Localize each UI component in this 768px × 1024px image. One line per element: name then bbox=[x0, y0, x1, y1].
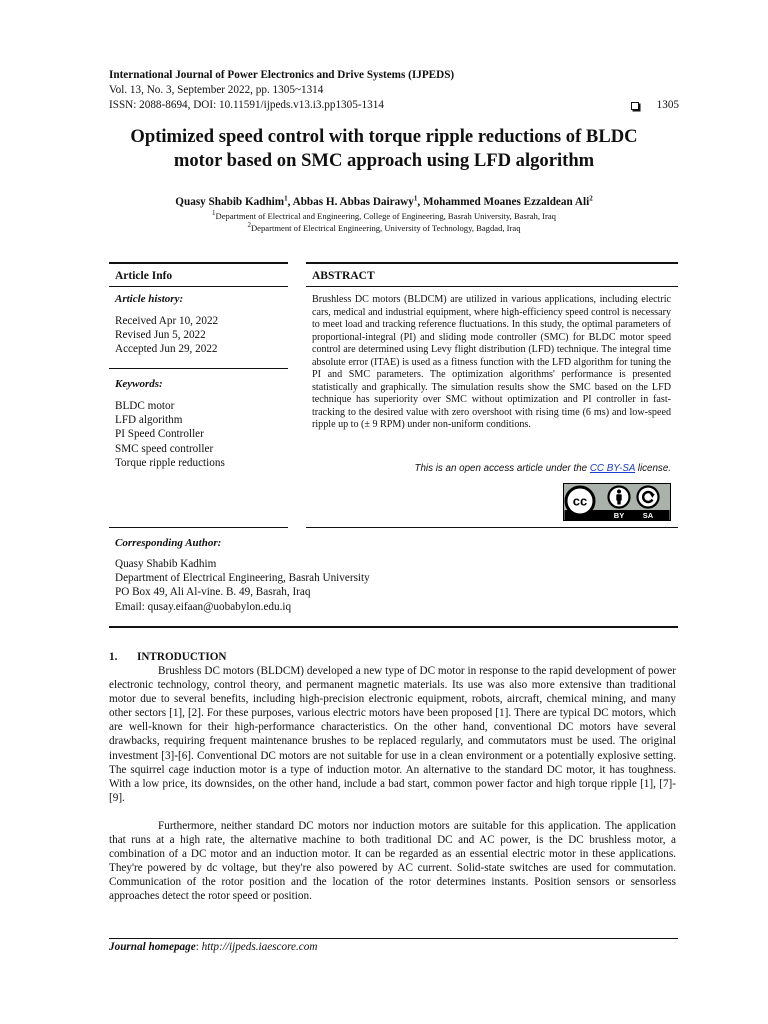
intro-paragraph-1: Brushless DC motors (BLDCM) developed a new type of DC motor in response to the rapid development of power electronic technology, control theory, and permanent magnetic materials. Its use was also more extensive than traditional motor due to several benefits, including high-precision electronic equipment, robots, aircraft, chemical mining, and many other sectors [1], [2]. For these purposes, various electric motors have been proposed [1]. There are typical DC motors, which are well-known for their high-performance characteristics. On the other hand, conventional DC motors have several drawbacks, requiring frequent maintenance brushes to be replaced regularly, and commutators must be used. The original investment [3]-[6]. Conventional DC motors are not suitable for use in a clean environment or a potentially explosive setting. The squirrel cage induction motor is a type of induction motor. An alternative to the standard DC motor, it has toughness. With a low price, its downsides, on the other hand, include a bad start, common power factor and high torque ripple [1], [7]-[9]. bbox=[109, 665, 676, 804]
author-name: Quasy Shabib Kadhim bbox=[175, 196, 285, 208]
author-affiliation-marker: 1 bbox=[413, 194, 418, 203]
section-number: 1. bbox=[109, 651, 118, 663]
rule-abstract-bottom bbox=[306, 527, 678, 528]
journal-homepage-footer bbox=[109, 941, 317, 953]
received-date: Received Apr 10, 2022 bbox=[115, 315, 219, 327]
volume-line: Vol. 13, No. 3, September 2022, pp. 1305~1314 bbox=[109, 84, 324, 96]
open-access-notice bbox=[312, 463, 671, 474]
page-marker-icon bbox=[631, 102, 639, 110]
article-history bbox=[115, 314, 218, 357]
keyword: BLDC motor bbox=[115, 400, 175, 412]
corresponding-email[interactable]: Email: qusay.eifaan@uobabylon.edu.iq bbox=[115, 600, 292, 613]
affiliation-marker: 1 bbox=[212, 209, 216, 218]
corresponding-author-block bbox=[115, 557, 370, 614]
affiliation-marker: 2 bbox=[247, 221, 251, 230]
author-name: Mohammed Moanes Ezzaldean Ali bbox=[422, 196, 590, 208]
rule-abstract-sub bbox=[306, 286, 678, 287]
author-name: Abbas H. Abbas Dairawy bbox=[292, 196, 414, 208]
keywords-list bbox=[115, 399, 225, 470]
rule-keywords-bottom bbox=[109, 527, 288, 528]
corresponding-department: Department of Electrical Engineering, Basrah University bbox=[115, 572, 370, 585]
open-access-suffix: license. bbox=[635, 463, 671, 474]
issn-doi: ISSN: 2088-8694, DOI: 10.11591/ijpeds.v13.i3.pp1305-1314 bbox=[109, 99, 384, 111]
affiliation bbox=[80, 222, 688, 234]
keyword: Torque ripple reductions bbox=[115, 456, 225, 469]
keyword: LFD algorithm bbox=[115, 414, 183, 427]
abstract-heading: ABSTRACT bbox=[312, 270, 375, 282]
keyword: SMC speed controller bbox=[115, 442, 214, 455]
rule-history-keywords bbox=[109, 368, 288, 369]
cc-by-sa-license-icon[interactable] bbox=[563, 483, 671, 521]
paper-title bbox=[80, 125, 688, 172]
journal-homepage-link[interactable]: http://ijpeds.iaescore.com bbox=[201, 941, 318, 953]
footer-colon: : bbox=[195, 941, 202, 953]
revised-date: Revised Jun 5, 2022 bbox=[115, 329, 206, 342]
keywords-heading: Keywords: bbox=[115, 378, 163, 390]
section-title: INTRODUCTION bbox=[137, 651, 227, 663]
author-affiliation-marker: 2 bbox=[589, 194, 593, 203]
author-separator: , bbox=[417, 196, 423, 208]
article-history-heading: Article history: bbox=[115, 293, 184, 305]
author-affiliation-marker: 1 bbox=[284, 194, 288, 203]
accepted-date: Accepted Jun 29, 2022 bbox=[115, 343, 218, 356]
author-list bbox=[80, 195, 688, 209]
section-heading-introduction bbox=[109, 651, 227, 663]
cc-badge-by: BY bbox=[613, 511, 625, 520]
journal-title: International Journal of Power Electronics and Drive Systems (IJPEDS) bbox=[109, 69, 455, 81]
rule-article-info-sub bbox=[109, 286, 288, 287]
corresponding-address: PO Box 49, Ali Al-vine. B. 49, Basrah, Iraq bbox=[115, 586, 311, 599]
intro-paragraph-2: Furthermore, neither standard DC motors nor induction motors are suitable for this application. The application that runs at a high rate, the alternative machine to both traditional DC and AC power, is the DC brushless motor, a combination of a DC motor and an induction motor. It can be regarded as an essential electric motor in these applications. They're powered by dc voltage, but they're also powered by AC current. Solid-state switches are used for commutation. Communication of the rotor position and the location of the rotor determines instants. Position sensors or sensorless approaches detect the rotor speed or position. bbox=[109, 820, 676, 903]
abstract-text: Brushless DC motors (BLDCM) are utilized in various applications, including electric cars, medical and industrial equipment, where high-efficiency speed control is necessary to meet load and tracking reference fluctuations. In this study, the optimal parameters of proportional-integral (PI) and sliding mode controller (SMC) for BLDC motor speed control are determined using Levy flight distribution (LFD) technique. The integral time absolute error (ITAE) is used as a fitness function with the LFD algorithm for tuning the PI and SMC parameters. The optimization algorithms' performance is presented statistically and graphically. The simulation results show the SMC based on the LFD technique has superiority over SMC without optimization and PI controller in fast-tracking to the desired value with zero overshoot with rising time (6 ms) and low-speed ripple up to (± 9 RPM) under non-uniform conditions. bbox=[312, 294, 671, 430]
article-info-heading: Article Info bbox=[115, 270, 173, 282]
running-header bbox=[109, 68, 679, 113]
cc-by-sa-link[interactable]: CC BY-SA bbox=[589, 463, 636, 474]
cc-badge-sa: SA bbox=[642, 511, 654, 520]
affiliation-text: Department of Electrical Engineering, University of Technology, Bagdad, Iraq bbox=[250, 223, 521, 233]
affiliation bbox=[80, 210, 688, 222]
rule-article-info-top bbox=[109, 262, 288, 264]
rule-front-matter-bottom bbox=[109, 626, 678, 628]
title-line-2: motor based on SMC approach using LFD algorithm bbox=[173, 149, 595, 171]
cc-badge-text: cc bbox=[572, 493, 588, 509]
rule-footer bbox=[109, 938, 678, 939]
keyword: PI Speed Controller bbox=[115, 428, 204, 441]
affiliation-text: Department of Electrical and Engineering, College of Engineering, Basrah University, Basrah, Iraq bbox=[215, 211, 556, 221]
author-separator: , bbox=[287, 196, 293, 208]
footer-label: Journal homepage bbox=[109, 941, 196, 953]
page-number: 1305 bbox=[656, 99, 679, 111]
corresponding-name: Quasy Shabib Kadhim bbox=[115, 558, 217, 570]
open-access-prefix: This is an open access article under the bbox=[414, 463, 590, 474]
title-line-1: Optimized speed control with torque ripple reductions of BLDC bbox=[130, 126, 638, 147]
rule-abstract-top bbox=[306, 262, 678, 264]
corresponding-author-heading: Corresponding Author: bbox=[115, 537, 222, 549]
